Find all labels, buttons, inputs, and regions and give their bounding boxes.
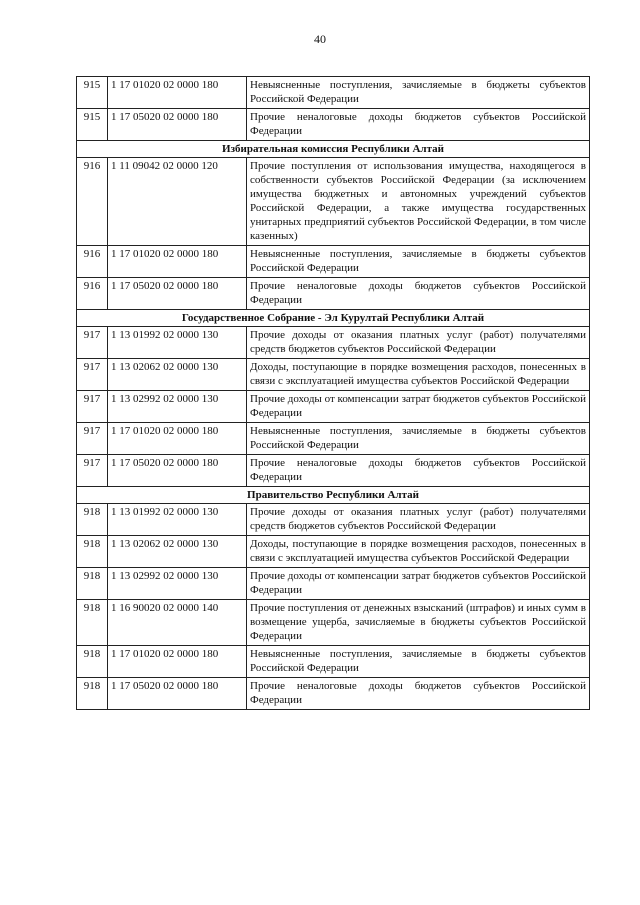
income-name-cell: Прочие поступления от использования имущества, находящегося в собственности субъектов Российской Федерации (за исключением имущества бюджетных и автономных учреждений субъектов Российской Федерации, а также имущества государственных унитарных предприятий субъектов Российской Федерации, в том числе казенных) bbox=[247, 158, 590, 246]
admin-code-cell: 917 bbox=[77, 455, 108, 487]
table-body bbox=[77, 77, 590, 710]
section-header-row bbox=[77, 487, 590, 504]
admin-code-cell: 917 bbox=[77, 327, 108, 359]
income-name-cell: Доходы, поступающие в порядке возмещения расходов, понесенных в связи с эксплуатацией имущества субъектов Российской Федерации bbox=[247, 536, 590, 568]
table-row bbox=[77, 678, 590, 710]
admin-code-cell: 917 bbox=[77, 391, 108, 423]
table-row bbox=[77, 77, 590, 109]
budget-classification-code-cell: 1 13 02992 02 0000 130 bbox=[108, 568, 247, 600]
income-name-cell: Прочие поступления от денежных взысканий (штрафов) и иных сумм в возмещение ущерба, зачисляемые в бюджеты субъектов Российской Федерации bbox=[247, 600, 590, 646]
budget-classification-code-cell: 1 17 05020 02 0000 180 bbox=[108, 109, 247, 141]
section-header-row bbox=[77, 310, 590, 327]
admin-code-cell: 916 bbox=[77, 278, 108, 310]
table-row bbox=[77, 391, 590, 423]
table-row bbox=[77, 568, 590, 600]
income-name-cell: Невыясненные поступления, зачисляемые в бюджеты субъектов Российской Федерации bbox=[247, 77, 590, 109]
budget-classification-code-cell: 1 13 02992 02 0000 130 bbox=[108, 391, 247, 423]
budget-classification-code-cell: 1 13 01992 02 0000 130 bbox=[108, 327, 247, 359]
admin-code-cell: 918 bbox=[77, 568, 108, 600]
admin-code-cell: 918 bbox=[77, 600, 108, 646]
budget-classification-code-cell: 1 13 02062 02 0000 130 bbox=[108, 536, 247, 568]
admin-code-cell: 918 bbox=[77, 678, 108, 710]
table-row bbox=[77, 455, 590, 487]
budget-classification-code-cell: 1 17 05020 02 0000 180 bbox=[108, 678, 247, 710]
budget-classification-code-cell: 1 17 05020 02 0000 180 bbox=[108, 278, 247, 310]
table-row bbox=[77, 158, 590, 246]
table-row bbox=[77, 423, 590, 455]
budget-classification-code-cell: 1 17 05020 02 0000 180 bbox=[108, 455, 247, 487]
budget-classification-code-cell: 1 17 01020 02 0000 180 bbox=[108, 646, 247, 678]
admin-code-cell: 916 bbox=[77, 158, 108, 246]
income-name-cell: Прочие неналоговые доходы бюджетов субъектов Российской Федерации bbox=[247, 455, 590, 487]
income-name-cell: Невыясненные поступления, зачисляемые в бюджеты субъектов Российской Федерации bbox=[247, 246, 590, 278]
table-row bbox=[77, 600, 590, 646]
income-name-cell: Прочие неналоговые доходы бюджетов субъектов Российской Федерации bbox=[247, 278, 590, 310]
income-name-cell: Прочие доходы от оказания платных услуг (работ) получателями средств бюджетов субъектов Российской Федерации bbox=[247, 327, 590, 359]
budget-classification-code-cell: 1 17 01020 02 0000 180 bbox=[108, 423, 247, 455]
income-name-cell: Прочие доходы от оказания платных услуг (работ) получателями средств бюджетов субъектов Российской Федерации bbox=[247, 504, 590, 536]
budget-classification-code-cell: 1 13 01992 02 0000 130 bbox=[108, 504, 247, 536]
page-number: 40 bbox=[314, 32, 326, 46]
table-row bbox=[77, 109, 590, 141]
table-row bbox=[77, 278, 590, 310]
budget-classification-code-cell: 1 17 01020 02 0000 180 bbox=[108, 77, 247, 109]
table-row bbox=[77, 536, 590, 568]
admin-code-cell: 918 bbox=[77, 536, 108, 568]
income-name-cell: Невыясненные поступления, зачисляемые в бюджеты субъектов Российской Федерации bbox=[247, 646, 590, 678]
budget-classification-code-cell: 1 11 09042 02 0000 120 bbox=[108, 158, 247, 246]
table-row bbox=[77, 359, 590, 391]
income-name-cell: Прочие доходы от компенсации затрат бюджетов субъектов Российской Федерации bbox=[247, 568, 590, 600]
admin-code-cell: 917 bbox=[77, 359, 108, 391]
income-name-cell: Прочие неналоговые доходы бюджетов субъектов Российской Федерации bbox=[247, 678, 590, 710]
table-row bbox=[77, 246, 590, 278]
section-header-row bbox=[77, 141, 590, 158]
admin-code-cell: 916 bbox=[77, 246, 108, 278]
budget-classification-code-cell: 1 16 90020 02 0000 140 bbox=[108, 600, 247, 646]
admin-code-cell: 915 bbox=[77, 109, 108, 141]
section-title: Избирательная комиссия Республики Алтай bbox=[77, 141, 590, 158]
budget-classification-code-cell: 1 13 02062 02 0000 130 bbox=[108, 359, 247, 391]
income-name-cell: Прочие доходы от компенсации затрат бюджетов субъектов Российской Федерации bbox=[247, 391, 590, 423]
budget-classification-code-cell: 1 17 01020 02 0000 180 bbox=[108, 246, 247, 278]
budget-codes-table bbox=[76, 76, 590, 710]
section-title: Государственное Собрание - Эл Курултай Республики Алтай bbox=[77, 310, 590, 327]
table-row bbox=[77, 504, 590, 536]
table-row bbox=[77, 327, 590, 359]
section-title: Правительство Республики Алтай bbox=[77, 487, 590, 504]
table-row bbox=[77, 646, 590, 678]
income-name-cell: Невыясненные поступления, зачисляемые в бюджеты субъектов Российской Федерации bbox=[247, 423, 590, 455]
income-name-cell: Прочие неналоговые доходы бюджетов субъектов Российской Федерации bbox=[247, 109, 590, 141]
admin-code-cell: 915 bbox=[77, 77, 108, 109]
admin-code-cell: 918 bbox=[77, 646, 108, 678]
income-name-cell: Доходы, поступающие в порядке возмещения расходов, понесенных в связи с эксплуатацией имущества субъектов Российской Федерации bbox=[247, 359, 590, 391]
admin-code-cell: 918 bbox=[77, 504, 108, 536]
admin-code-cell: 917 bbox=[77, 423, 108, 455]
